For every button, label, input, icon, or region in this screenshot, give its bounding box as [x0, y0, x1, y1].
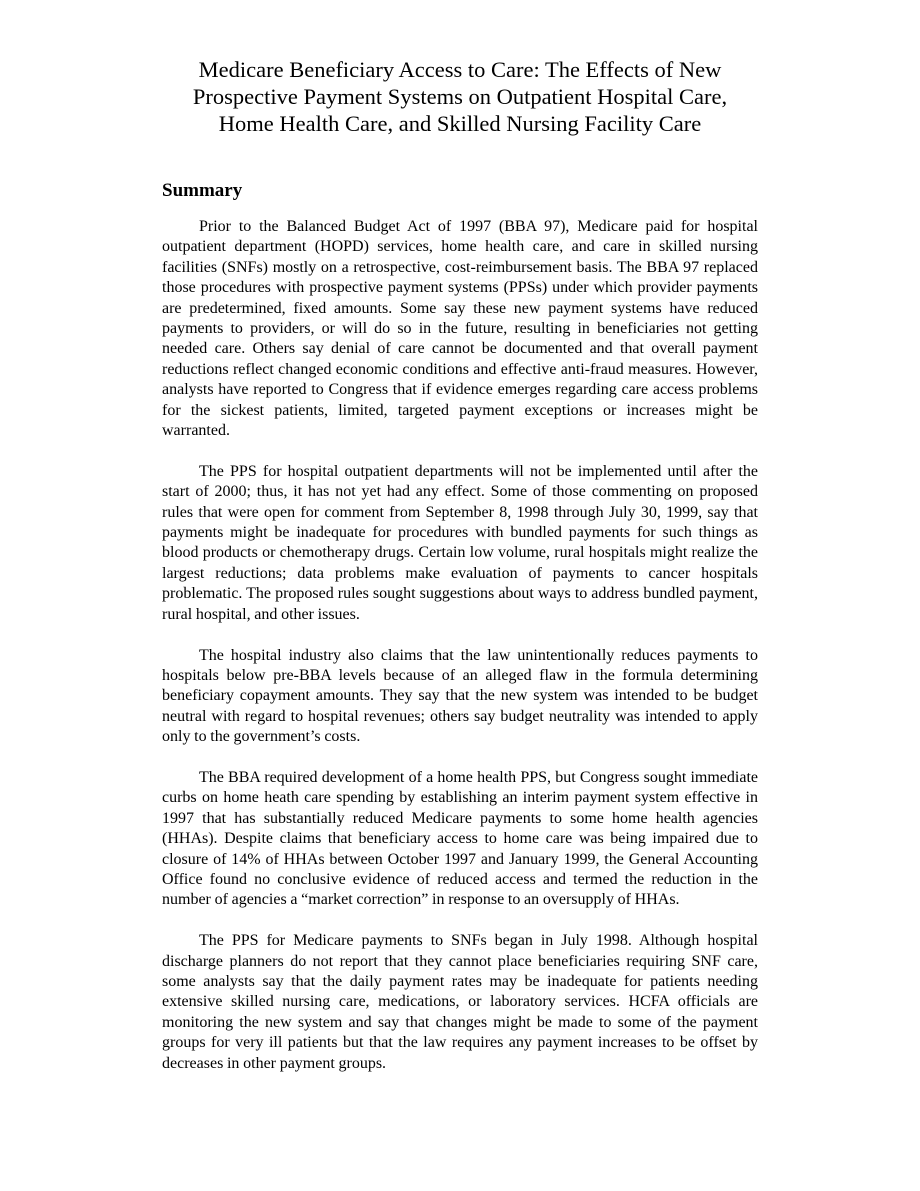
summary-paragraph-5: The PPS for Medicare payments to SNFs began in July 1998. Although hospital discharge planners do not report that they cannot place beneficiaries requiring SNF care, some analysts say that the daily payment rates may be inadequate for patients needing extensive skilled nursing care, medications, or laboratory services. HCFA officials are monitoring the new system and say that changes might be made to some of the payment groups for very ill patients but that the law requires any payment increases to be offset by decreases in other payment groups.: [162, 932, 758, 1072]
document-title-line-2: Prospective Payment Systems on Outpatient Hospital Care,: [192, 84, 728, 109]
document-title-line-1: Medicare Beneficiary Access to Care: The Effects of New: [198, 57, 722, 82]
section-heading-summary: Summary: [162, 180, 243, 201]
document-title-line-3: Home Health Care, and Skilled Nursing Facility Care: [218, 111, 702, 136]
summary-paragraph-2: The PPS for hospital outpatient departments will not be implemented until after the start of 2000; thus, it has not yet had any effect. Some of those commenting on proposed rules that were open for comment from September 8, 1998 through July 30, 1999, say that payments might be inadequate for procedures with bundled payments for such things as blood products or chemotherapy drugs. Certain low volume, rural hospitals might realize the largest reductions; data problems make evaluation of payments to cancer hospitals problematic. The proposed rules sought suggestions about ways to address bundled payment, rural hospital, and other issues.: [162, 462, 758, 623]
summary-paragraph-3: The hospital industry also claims that the law unintentionally reduces payments to hospitals below pre-BBA levels because of an alleged flaw in the formula determining beneficiary copayment amounts. They say that the new system was intended to be budget neutral with regard to hospital revenues; others say budget neutrality was intended to apply only to the government’s costs.: [162, 646, 758, 746]
summary-paragraph-4: The BBA required development of a home health PPS, but Congress sought immediate curbs on home heath care spending by establishing an interim payment system effective in 1997 that has substantially reduced Medicare payments to some home health agencies (HHAs). Despite claims that beneficiary access to home care was being impaired due to closure of 14% of HHAs between October 1997 and January 1999, the General Accounting Office found no conclusive evidence of reduced access and termed the reduction in the number of agencies a “market correction” in response to an oversupply of HHAs.: [162, 768, 758, 909]
document-title: [162, 56, 758, 137]
summary-paragraph-1: Prior to the Balanced Budget Act of 1997 (BBA 97), Medicare paid for hospital outpatient department (HOPD) services, home health care, and care in skilled nursing facilities (SNFs) mostly on a retrospective, cost-reimbursement basis. The BBA 97 replaced those procedures with prospective payment systems (PPSs) under which provider payments are predetermined, fixed amounts. Some say these new payment systems have reduced payments to providers, or will do so in the future, resulting in beneficiaries not getting needed care. Others say denial of care cannot be documented and that overall payment reductions reflect changed economic conditions and effective anti-fraud measures. However, analysts have reported to Congress that if evidence emerges regarding care access problems for the sickest patients, limited, targeted payment exceptions or increases might be warranted.: [162, 218, 758, 440]
document-page: [162, 56, 758, 1074]
